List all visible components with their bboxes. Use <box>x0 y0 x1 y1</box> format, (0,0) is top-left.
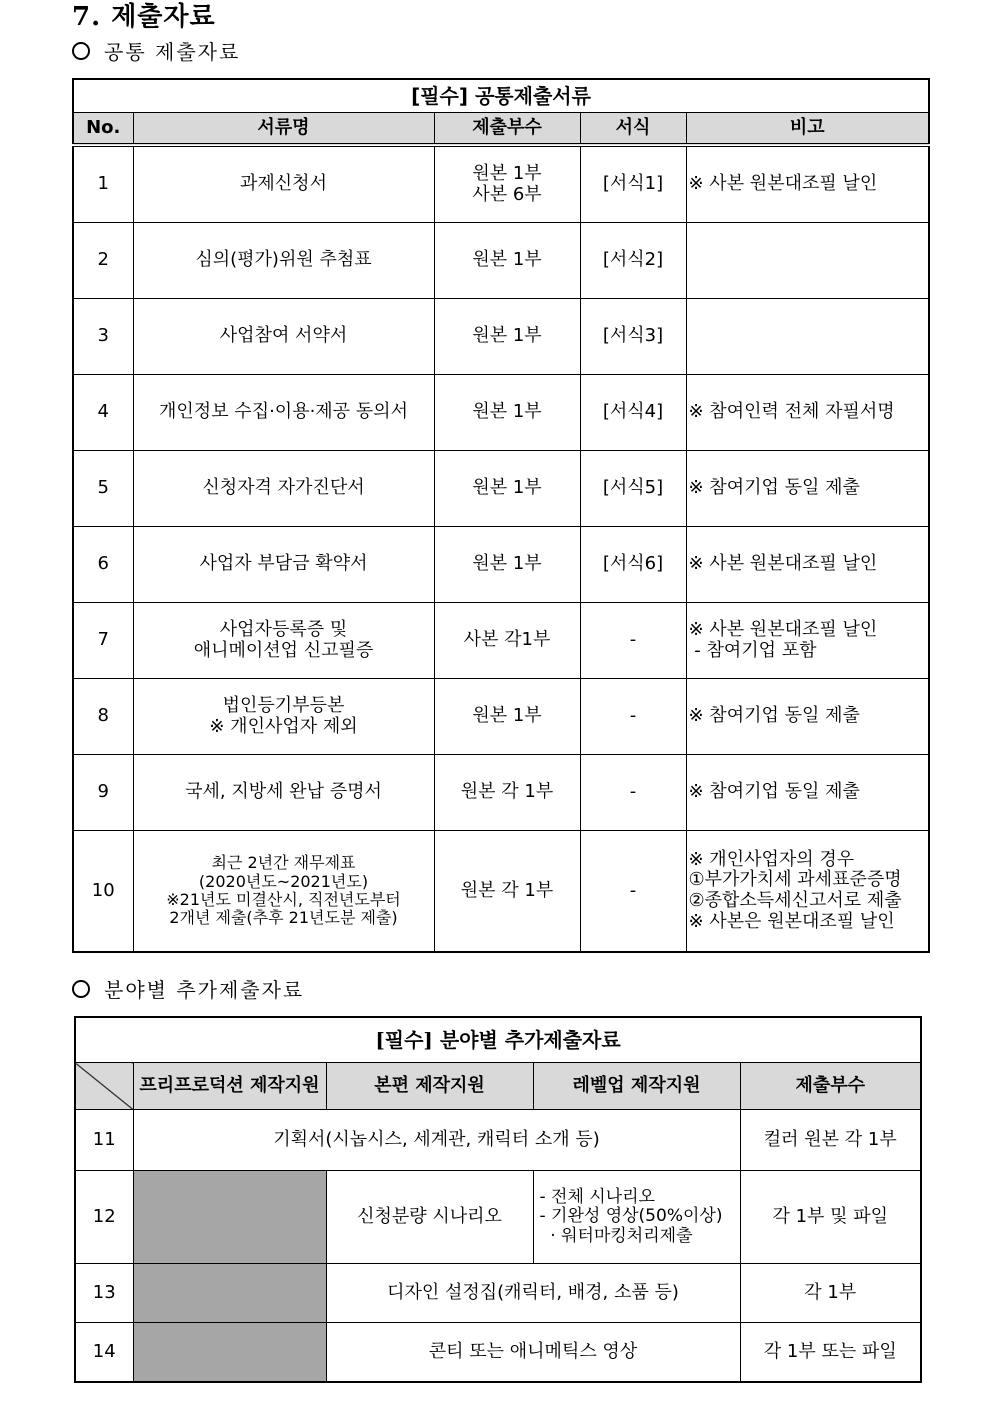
section1-label-text: 공통 제출자료 <box>104 40 241 64</box>
diagonal-header-cell <box>75 1063 133 1110</box>
copies <box>434 603 580 679</box>
copies <box>434 755 580 831</box>
document-name-line: (2020년도~2021년도) <box>198 871 369 891</box>
note-line: ※ 참여기업 동일 제출 <box>688 781 860 803</box>
common-documents-table <box>72 78 930 953</box>
circle-bullet-icon <box>72 980 90 998</box>
note-line: ①부가가치세 과세표준증명 <box>688 869 902 891</box>
note-line: ※ 사본 원본대조필 날인 <box>688 553 878 575</box>
table-row <box>73 527 929 603</box>
circle-bullet-icon <box>72 42 90 60</box>
row-number: 2 <box>73 223 133 299</box>
table-row <box>75 1323 921 1383</box>
copies-line: 원본 1부 <box>472 325 542 347</box>
table2-title: [필수] 분야별 추가제출자료 <box>75 1017 921 1063</box>
document-name: 신청분량 시나리오 <box>326 1171 533 1264</box>
copies-line: 원본 각 1부 <box>460 879 554 901</box>
form-number: [서식3] <box>580 299 686 375</box>
document-name-line: 과제신청서 <box>240 173 327 195</box>
note-line: ②종합소득세신고서로 제출 <box>688 890 902 911</box>
document-name-line: 최근 2년간 재무제표 <box>211 853 356 873</box>
table1-body <box>73 145 929 952</box>
note-line: ※ 개인사업자의 경우 <box>688 848 855 870</box>
note <box>686 679 929 755</box>
copies: 각 1부 또는 파일 <box>740 1323 921 1383</box>
document-name-line: 심의(평가)위원 추첨표 <box>195 249 372 271</box>
table-row <box>75 1264 921 1323</box>
note-line: ※ 참여인력 전체 자필서명 <box>688 401 895 423</box>
table-row <box>73 755 929 831</box>
table-row <box>73 451 929 527</box>
table-row <box>73 375 929 451</box>
copies <box>434 375 580 451</box>
copies <box>434 451 580 527</box>
document-name-line: ※ 개인사업자 제외 <box>209 715 358 737</box>
copies <box>434 527 580 603</box>
row-number: 5 <box>73 451 133 527</box>
note <box>686 145 929 223</box>
note-line: - 참여기업 포함 <box>688 639 817 661</box>
document-name-line: 신청자격 자가진단서 <box>202 477 365 499</box>
note <box>686 299 929 375</box>
form-number: [서식2] <box>580 223 686 299</box>
copies-line: 원본 1부 <box>472 705 542 727</box>
not-applicable-cell <box>133 1171 326 1264</box>
form-number: [서식5] <box>580 451 686 527</box>
form-number: - <box>580 603 686 679</box>
col-header-preproduction: 프리프로덕션 제작지원 <box>133 1063 326 1110</box>
note <box>686 603 929 679</box>
col-header-form: 서식 <box>580 113 686 146</box>
note <box>686 831 929 953</box>
document-name <box>133 299 434 375</box>
document-name-line: 2개년 제출(추후 21년도분 제출) <box>169 908 398 928</box>
copies-line: 원본 1부 <box>472 401 542 423</box>
form-number: - <box>580 831 686 953</box>
table-row <box>73 831 929 953</box>
copies-line: 원본 1부 <box>472 162 542 184</box>
copies <box>434 831 580 953</box>
table-row <box>73 223 929 299</box>
page-heading: 7. 제출자료 <box>72 2 216 32</box>
row-number: 6 <box>73 527 133 603</box>
col-header-main-production: 본편 제작지원 <box>326 1063 533 1110</box>
document-name <box>133 755 434 831</box>
form-number: - <box>580 755 686 831</box>
col-header-note: 비고 <box>686 113 929 146</box>
table1-title: [필수] 공통제출서류 <box>73 79 929 113</box>
row-number: 14 <box>75 1323 133 1383</box>
copies-line: 원본 1부 <box>472 477 542 499</box>
table-row <box>73 299 929 375</box>
note <box>686 755 929 831</box>
document-name <box>133 223 434 299</box>
form-number: [서식6] <box>580 527 686 603</box>
not-applicable-cell <box>133 1264 326 1323</box>
list-item: · 워터마킹처리제출 <box>539 1225 693 1246</box>
not-applicable-cell <box>133 1323 326 1383</box>
form-number: - <box>580 679 686 755</box>
table-row <box>73 679 929 755</box>
form-number: [서식4] <box>580 375 686 451</box>
table-row <box>75 1110 921 1171</box>
document-name <box>133 375 434 451</box>
table-row <box>73 603 929 679</box>
row-number: 8 <box>73 679 133 755</box>
row-number: 11 <box>75 1110 133 1171</box>
row-number: 7 <box>73 603 133 679</box>
section2-label <box>72 974 304 1003</box>
document-name-line: ※21년도 미결산시, 직전년도부터 <box>166 890 401 909</box>
table-row <box>75 1171 921 1264</box>
note <box>686 223 929 299</box>
row-number: 9 <box>73 755 133 831</box>
document-name: 콘티 또는 애니메틱스 영상 <box>326 1323 740 1383</box>
copies: 각 1부 및 파일 <box>740 1171 921 1264</box>
section1-label <box>72 36 240 65</box>
note-line: ※ 참여기업 동일 제출 <box>688 477 860 499</box>
form-number: [서식1] <box>580 145 686 223</box>
list-item: - 전체 시나리오 <box>539 1186 655 1207</box>
copies <box>434 679 580 755</box>
document-name-line: 사업자등록증 및 <box>219 618 348 640</box>
note-line: ※ 사본 원본대조필 날인 <box>688 618 878 640</box>
document-name-line: 개인정보 수집·이용·제공 동의서 <box>159 401 408 423</box>
copies-line: 원본 1부 <box>472 249 542 271</box>
row-number: 13 <box>75 1264 133 1323</box>
col-header-copies: 제출부수 <box>740 1063 921 1110</box>
document-name-line: 사업자 부담금 확약서 <box>199 553 368 575</box>
copies <box>434 145 580 223</box>
row-number: 1 <box>73 145 133 223</box>
table-row <box>73 145 929 223</box>
note-line: ※ 사본은 원본대조필 날인 <box>688 910 895 932</box>
document-name <box>133 145 434 223</box>
document-name: 기획서(시놉시스, 세계관, 캐릭터 소개 등) <box>133 1110 740 1171</box>
note-line: ※ 사본 원본대조필 날인 <box>688 173 878 195</box>
section2-label-text: 분야별 추가제출자료 <box>104 978 305 1002</box>
copies: 컬러 원본 각 1부 <box>740 1110 921 1171</box>
document-name <box>133 679 434 755</box>
row-number: 10 <box>73 831 133 953</box>
document-name-line: 애니메이션업 신고필증 <box>193 639 374 661</box>
note <box>686 375 929 451</box>
row-number: 3 <box>73 299 133 375</box>
col-header-no: No. <box>73 113 133 146</box>
document-name-line: 법인등기부등본 <box>222 694 345 716</box>
list-item: - 기완성 영상(50%이상) <box>539 1206 723 1227</box>
document-name-line: 사업참여 서약서 <box>219 325 348 347</box>
copies-line: 원본 각 1부 <box>460 781 554 803</box>
row-number: 4 <box>73 375 133 451</box>
note <box>686 451 929 527</box>
document-list <box>533 1171 740 1264</box>
copies-line: 사본 각1부 <box>463 629 551 651</box>
note-line: ※ 참여기업 동일 제출 <box>688 705 860 727</box>
document-name <box>133 451 434 527</box>
col-header-levelup: 레벨업 제작지원 <box>533 1063 740 1110</box>
row-number: 12 <box>75 1171 133 1264</box>
col-header-name: 서류명 <box>133 113 434 146</box>
document-name <box>133 603 434 679</box>
col-header-copies: 제출부수 <box>434 113 580 146</box>
copies: 각 1부 <box>740 1264 921 1323</box>
document-name <box>133 831 434 953</box>
copies-line: 사본 6부 <box>472 183 542 205</box>
document-name-line: 국세, 지방세 완납 증명서 <box>185 781 382 803</box>
document-name: 디자인 설정집(캐릭터, 배경, 소품 등) <box>326 1264 740 1323</box>
copies <box>434 299 580 375</box>
document-name <box>133 527 434 603</box>
note <box>686 527 929 603</box>
copies <box>434 223 580 299</box>
field-documents-table <box>74 1016 922 1383</box>
copies-line: 원본 1부 <box>472 553 542 575</box>
